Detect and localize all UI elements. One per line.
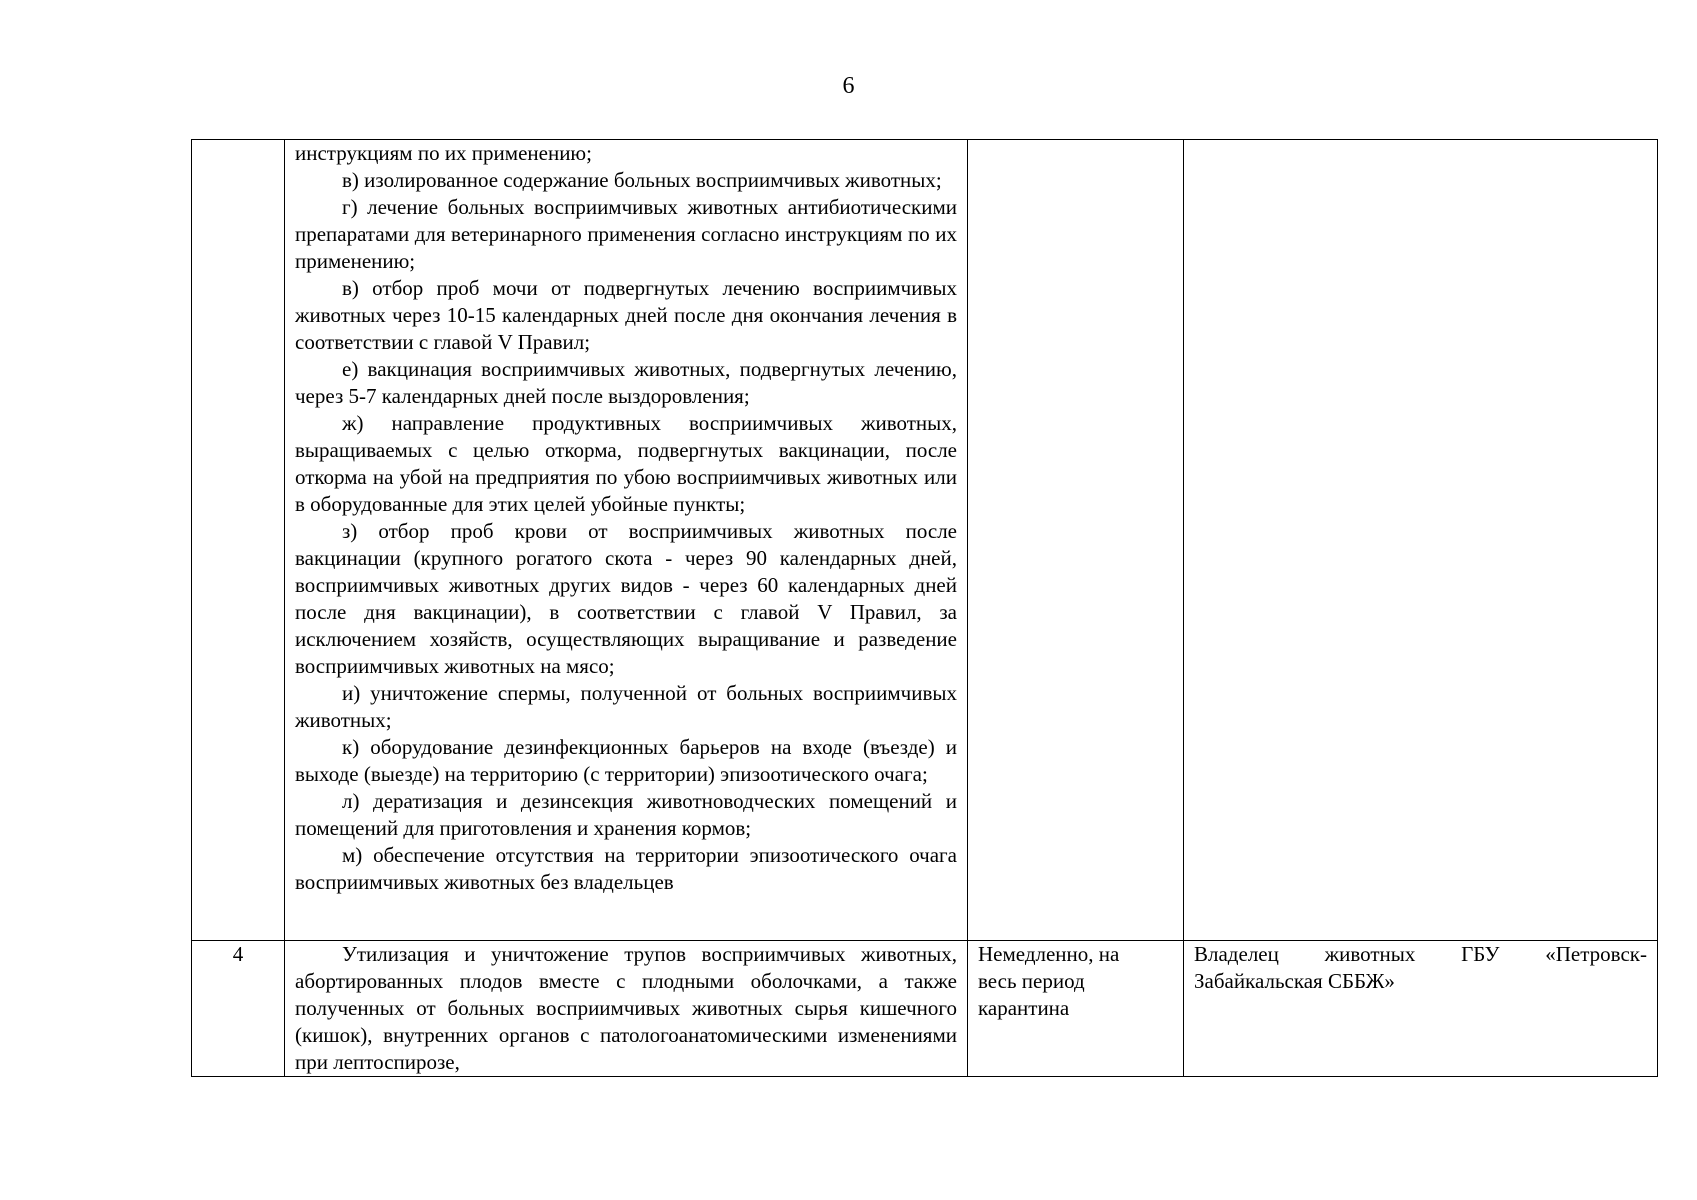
- measure-paragraph: в) отбор проб мочи от подвергнутых лечению восприимчивых животных через 10-15 календарных дней после дня окончания лечения в соответствии с главой V Правил;: [295, 276, 957, 354]
- responsible-cell: [1184, 140, 1658, 941]
- measure-paragraph: г) лечение больных восприимчивых животных антибиотическими препаратами для ветеринарного применения согласно инструкциям по их применению;: [295, 195, 957, 273]
- measures-table: [191, 139, 1658, 1077]
- term-line: весь период: [978, 969, 1085, 993]
- measure-cell: [285, 941, 968, 1077]
- term-cell: [968, 140, 1184, 941]
- measure-paragraph: в) изолированное содержание больных восприимчивых животных;: [342, 168, 942, 192]
- term-cell: [968, 941, 1184, 1077]
- table-row: [192, 140, 1658, 941]
- measure-paragraph: е) вакцинация восприимчивых животных, подвергнутых лечению, через 5-7 календарных дней после выздоровления;: [295, 357, 957, 408]
- measure-paragraph: м) обеспечение отсутствия на территории эпизоотического очага восприимчивых животных без владельцев: [295, 843, 957, 894]
- measure-paragraph: инструкциям по их применению;: [295, 141, 592, 165]
- measure-paragraph: з) отбор проб крови от восприимчивых животных после вакцинации (крупного рогатого скота - через 90 календарных дней, восприимчивых животных других видов - через 60 календарных дней после дня вакцинации), в соответствии с главой V Правил, за исключением хозяйств, осуществляющих выращивание и разведение восприимчивых животных на мясо;: [295, 519, 957, 678]
- table-row: [192, 941, 1658, 1077]
- measure-paragraph: к) оборудование дезинфекционных барьеров на входе (въезде) и выходе (выезде) на территорию (с территории) эпизоотического очага;: [295, 735, 957, 786]
- measure-paragraph: л) дератизация и дезинсекция животноводческих помещений и помещений для приготовления и хранения кормов;: [295, 789, 957, 840]
- measure-paragraph: Утилизация и уничтожение трупов восприимчивых животных, абортированных плодов вместе с плодными оболочками, а также полученных от больных восприимчивых животных сырья кишечного (кишок), внутренних органов с патологоанатомическими изменениями при лептоспирозе,: [295, 942, 957, 1074]
- measure-paragraph: и) уничтожение спермы, полученной от больных восприимчивых животных;: [295, 681, 957, 732]
- term-line: карантина: [978, 996, 1070, 1020]
- row-number-cell: 4: [192, 941, 285, 1077]
- measure-cell: [285, 140, 968, 941]
- row-number-cell: [192, 140, 285, 941]
- term-line: Немедленно, на: [978, 942, 1120, 966]
- responsible-text: Владелец животных ГБУ «Петровск-Забайкальская СББЖ»: [1194, 942, 1647, 993]
- responsible-cell: [1184, 941, 1658, 1077]
- measure-paragraph: ж) направление продуктивных восприимчивых животных, выращиваемых с целью откорма, подвергнутых вакцинации, после откорма на убой на предприятия по убою восприимчивых животных или в оборудованные для этих целей убойные пункты;: [295, 411, 957, 516]
- page-number: 6: [842, 73, 855, 99]
